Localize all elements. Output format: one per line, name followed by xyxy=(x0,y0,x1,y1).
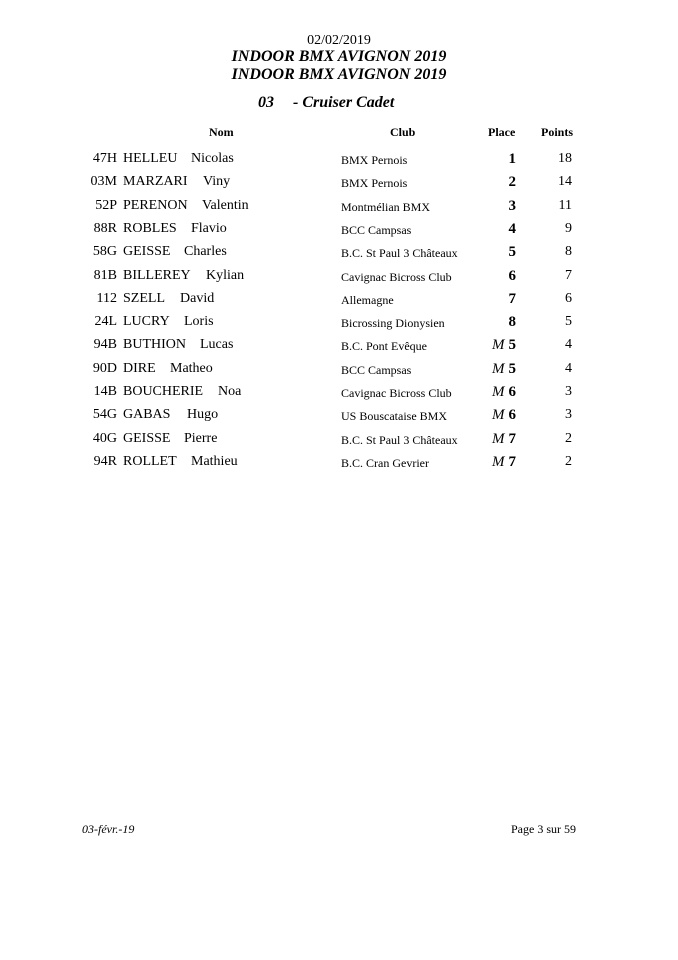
category-name: - Cruiser Cadet xyxy=(293,94,395,111)
table-row xyxy=(0,174,678,197)
rider-first-name: Kylian xyxy=(206,267,245,283)
rider-last-name: ROBLES xyxy=(123,220,177,236)
table-row xyxy=(0,407,678,430)
rider-number: 94R xyxy=(93,453,117,469)
rider-first-name: Viny xyxy=(203,174,231,190)
rider-points: 5 xyxy=(565,314,572,330)
rider-first-name: Charles xyxy=(184,244,227,260)
footer-date: 03-févr.-19 xyxy=(82,822,135,836)
rider-last-name: PERENON xyxy=(123,197,188,213)
rider-last-name: DIRE xyxy=(123,360,156,376)
column-header-points: Points xyxy=(541,125,574,139)
rider-last-name: HELLEU xyxy=(123,151,178,166)
rider-number: 14B xyxy=(93,384,117,399)
place-value: 7 xyxy=(508,290,516,307)
column-header-place: Place xyxy=(488,125,516,139)
rider-last-name: GABAS xyxy=(123,407,171,423)
place-value: 6 xyxy=(508,384,516,400)
rider-points: 3 xyxy=(565,407,572,423)
rider-last-name: BUTHION xyxy=(123,337,186,353)
rider-last-name: BILLEREY xyxy=(123,267,191,283)
rider-first-name: Pierre xyxy=(184,430,218,446)
rider-club: BCC Campsas xyxy=(341,222,412,237)
rider-last-name: SZELL xyxy=(123,290,165,306)
rider-last-name: GEISSE xyxy=(123,244,171,260)
table-row xyxy=(0,151,678,174)
place-value: 6 xyxy=(508,407,516,424)
table-row xyxy=(0,314,678,337)
rider-first-name: Matheo xyxy=(170,360,213,376)
rider-points: 9 xyxy=(565,220,572,236)
table-row xyxy=(0,384,678,407)
rider-number: 03M xyxy=(90,174,117,190)
rider-number: 24L xyxy=(94,314,117,330)
place-value: 5 xyxy=(508,360,516,377)
rider-points: 2 xyxy=(565,453,572,469)
table-row xyxy=(0,361,678,384)
place-value: 1 xyxy=(508,151,516,167)
place-value: 5 xyxy=(508,337,516,354)
rider-club: Allemagne xyxy=(341,292,394,307)
rider-last-name: BOUCHERIE xyxy=(123,384,204,399)
rider-last-name: GEISSE xyxy=(123,430,171,446)
table-row xyxy=(0,431,678,454)
table-row xyxy=(0,454,678,477)
place-value: 6 xyxy=(508,267,516,284)
rider-club: B.C. St Paul 3 Châteaux xyxy=(341,246,458,261)
rider-place xyxy=(478,407,516,424)
rider-place xyxy=(478,431,516,448)
place-value: 7 xyxy=(508,453,516,470)
place-value: 7 xyxy=(508,430,516,447)
rider-points: 2 xyxy=(565,430,572,446)
rider-number: 112 xyxy=(96,290,117,306)
rider-club: Cavignac Bicross Club xyxy=(341,386,452,400)
rider-place xyxy=(478,198,516,215)
rider-place xyxy=(478,291,516,308)
rider-number: 94B xyxy=(93,337,117,353)
rider-points: 11 xyxy=(558,197,572,213)
table-row xyxy=(0,337,678,360)
column-header-nom: Nom xyxy=(209,125,234,139)
rider-place xyxy=(478,337,516,354)
rider-first-name: Nicolas xyxy=(191,151,234,166)
place-value: 2 xyxy=(508,174,516,191)
place-marker: M xyxy=(492,384,505,400)
rider-place xyxy=(478,361,516,378)
rider-first-name: Mathieu xyxy=(191,453,238,469)
rider-place xyxy=(478,221,516,238)
category-code: 03 xyxy=(258,94,274,111)
table-row xyxy=(0,221,678,244)
rider-points: 14 xyxy=(558,174,572,190)
place-marker: M xyxy=(492,430,505,447)
rider-first-name: David xyxy=(180,290,215,306)
rider-number: 58G xyxy=(92,244,117,260)
rider-club: Cavignac Bicross Club xyxy=(341,269,452,284)
rider-first-name: Valentin xyxy=(202,197,249,213)
rider-number: 40G xyxy=(92,430,117,446)
rider-points: 4 xyxy=(565,360,572,376)
page-number: Page 3 sur 59 xyxy=(511,822,576,836)
rider-club: B.C. Pont Evêque xyxy=(341,339,427,354)
rider-first-name: Flavio xyxy=(191,220,227,236)
column-header-club: Club xyxy=(390,125,416,139)
place-marker: M xyxy=(492,453,505,470)
place-value: 3 xyxy=(508,197,516,214)
rider-points: 8 xyxy=(565,244,572,260)
rider-points: 3 xyxy=(565,384,572,399)
rider-place xyxy=(478,384,516,401)
place-marker: M xyxy=(492,407,505,424)
rider-place xyxy=(478,314,516,331)
rider-club: B.C. St Paul 3 Châteaux xyxy=(341,432,458,447)
rider-place xyxy=(478,454,516,471)
rider-number: 52P xyxy=(95,197,117,213)
place-marker: M xyxy=(492,360,505,377)
rider-place xyxy=(478,244,516,261)
rider-number: 54G xyxy=(92,407,117,423)
rider-last-name: LUCRY xyxy=(123,314,170,330)
rider-last-name: MARZARI xyxy=(123,174,188,190)
rider-club: BMX Pernois xyxy=(341,176,408,191)
table-row xyxy=(0,244,678,267)
rider-club: Montmélian BMX xyxy=(341,199,430,214)
table-row xyxy=(0,198,678,221)
rider-first-name: Lucas xyxy=(200,337,234,353)
place-value: 5 xyxy=(508,244,516,261)
rider-points: 4 xyxy=(565,337,572,353)
rider-place xyxy=(478,268,516,285)
table-row xyxy=(0,268,678,291)
rider-points: 7 xyxy=(565,267,572,283)
rider-points: 18 xyxy=(558,151,572,166)
rider-number: 90D xyxy=(92,360,117,376)
place-value: 8 xyxy=(508,314,516,331)
event-subtitle: INDOOR BMX AVIGNON 2019 xyxy=(231,66,447,83)
rider-number: 88R xyxy=(93,220,117,236)
place-marker: M xyxy=(492,337,505,354)
rider-first-name: Noa xyxy=(218,384,242,399)
rider-place xyxy=(478,151,516,168)
rider-last-name: ROLLET xyxy=(123,453,177,469)
rider-points: 6 xyxy=(565,290,572,306)
rider-club: B.C. Cran Gevrier xyxy=(341,455,429,470)
rider-club: Bicrossing Dionysien xyxy=(341,316,445,331)
rider-place xyxy=(478,174,516,191)
rider-club: BMX Pernois xyxy=(341,153,408,167)
table-row xyxy=(0,291,678,314)
rider-number: 81B xyxy=(93,267,117,283)
report-date: 02/02/2019 xyxy=(307,33,371,48)
place-value: 4 xyxy=(508,220,516,237)
rider-number: 47H xyxy=(92,151,117,166)
rider-first-name: Hugo xyxy=(187,407,219,423)
rider-club: BCC Campsas xyxy=(341,362,412,377)
rider-club: US Bouscataise BMX xyxy=(341,409,447,424)
event-title: INDOOR BMX AVIGNON 2019 xyxy=(231,48,447,65)
rider-first-name: Loris xyxy=(184,314,214,330)
